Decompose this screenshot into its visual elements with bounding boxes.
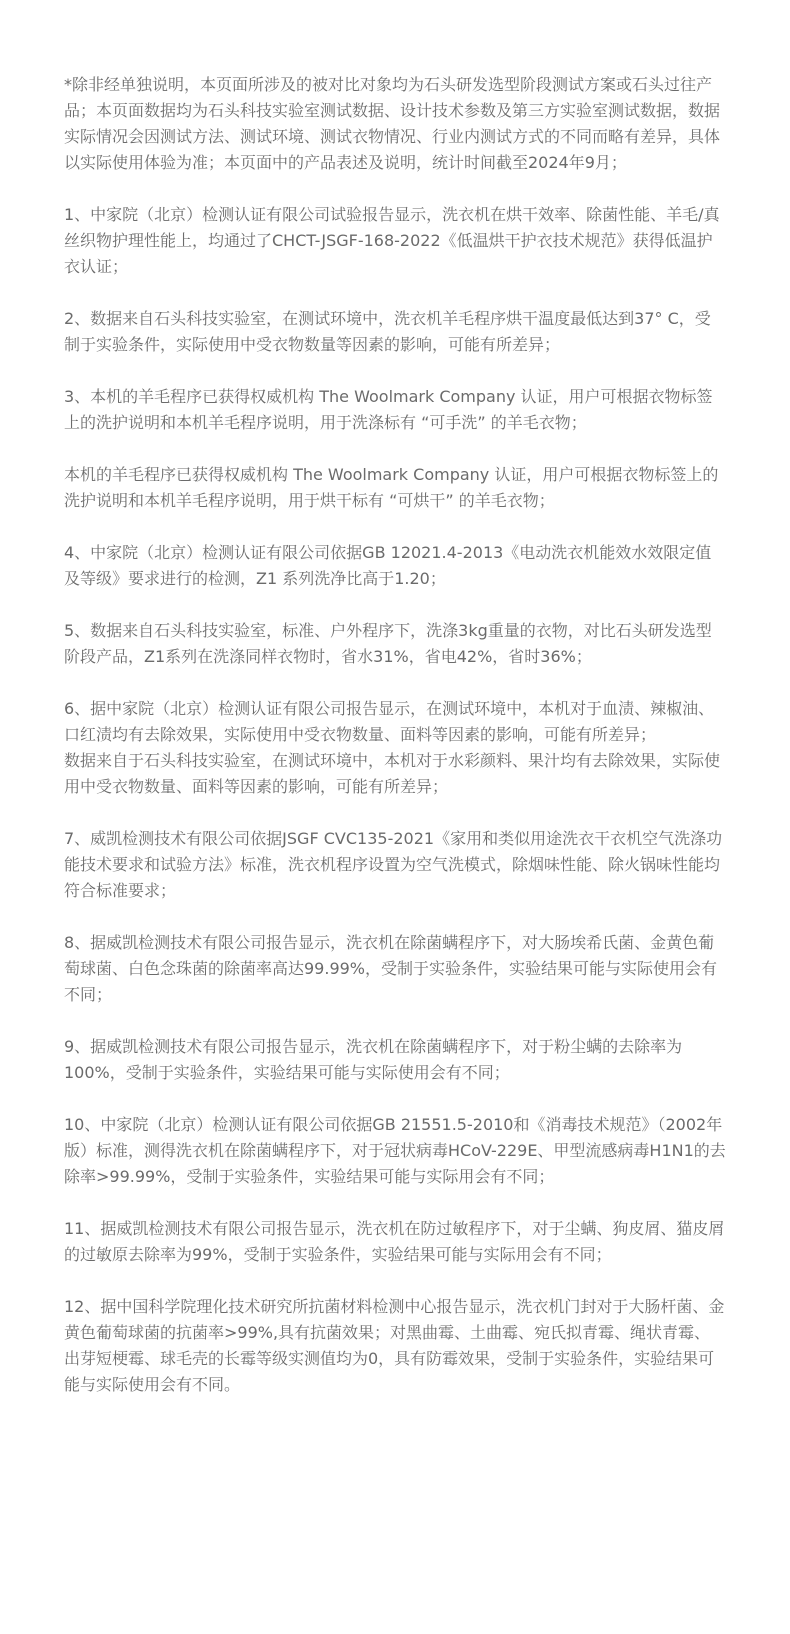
disclaimer-notes: [64, 72, 726, 1424]
note-1: 1、中家院（北京）检测认证有限公司试验报告显示，洗衣机在烘干效率、除菌性能、羊毛/真丝织物护理性能上，均通过了CHCT-JSGF-168-2022《低温烘干护衣技术规范》获得低温护衣认证；: [64, 205, 720, 276]
note-6a: 6、据中家院（北京）检测认证有限公司报告显示，在测试环境中，本机对于血渍、辣椒油、口红渍均有去除效果，实际使用中受衣物数量、面料等因素的影响，可能有所差异；: [64, 699, 715, 744]
note-4: 4、中家院（北京）检测认证有限公司依据GB 12021.4-2013《电动洗衣机能效水效限定值及等级》要求进行的检测，Z1 系列洗净比高于1.20；: [64, 543, 712, 588]
note-11: 11、据威凯检测技术有限公司报告显示，洗衣机在防过敏程序下，对于尘螨、狗皮屑、猫皮屑的过敏原去除率为99%，受制于实验条件，实验结果可能与实际用会有不同；: [64, 1219, 725, 1264]
note-3b: 本机的羊毛程序已获得权威机构 The Woolmark Company 认证，用户可根据衣物标签上的洗护说明和本机羊毛程序说明，用于烘干标有 “可烘干” 的羊毛衣物；: [64, 465, 719, 510]
note-6b: 数据来自于石头科技实验室，在测试环境中，本机对于水彩颜料、果汁均有去除效果，实际使用中受衣物数量、面料等因素的影响，可能有所差异；: [64, 751, 721, 796]
note-2: 2、数据来自石头科技实验室，在测试环境中，洗衣机羊毛程序烘干温度最低达到37° C，受制于实验条件，实际使用中受衣物数量等因素的影响，可能有所差异；: [64, 309, 711, 354]
note-3a: 3、本机的羊毛程序已获得权威机构 The Woolmark Company 认证，用户可根据衣物标签上的洗护说明和本机羊毛程序说明，用于洗涤标有 “可手洗” 的羊毛衣物；: [64, 387, 713, 432]
note-10: 10、中家院（北京）检测认证有限公司依据GB 21551.5-2010和《消毒技术规范》（2002年版）标准，测得洗衣机在除菌螨程序下，对于冠状病毒HCoV-229E、甲型流感病毒H1N1的去除率>99.99%，受制于实验条件，实验结果可能与实际用会有不同；: [64, 1115, 726, 1186]
note-9: 9、据威凯检测技术有限公司报告显示，洗衣机在除菌螨程序下，对于粉尘螨的去除率为100%，受制于实验条件，实验结果可能与实际使用会有不同；: [64, 1037, 683, 1082]
note-12: 12、据中国科学院理化技术研究所抗菌材料检测中心报告显示，洗衣机门封对于大肠杆菌、金黄色葡萄球菌的抗菌率>99%,具有抗菌效果；对黑曲霉、土曲霉、宛氏拟青霉、绳状青霉、出芽短梗霉、球毛壳的长霉等级实测值均为0，具有防霉效果，受制于实验条件，实验结果可能与实际使用会有不同。: [64, 1297, 725, 1394]
note-7: 7、威凯检测技术有限公司依据JSGF CVC135-2021《家用和类似用途洗衣干衣机空气洗涤功能技术要求和试验方法》标准，洗衣机程序设置为空气洗模式，除烟味性能、除火锅味性能均符合标准要求；: [64, 829, 723, 900]
note-5: 5、数据来自石头科技实验室，标准、户外程序下，洗涤3kg重量的衣物，对比石头研发选型阶段产品，Z1系列在洗涤同样衣物时，省水31%，省电42%，省时36%；: [64, 621, 712, 666]
note-8: 8、据威凯检测技术有限公司报告显示，洗衣机在除菌螨程序下，对大肠埃希氏菌、金黄色葡萄球菌、白色念珠菌的除菌率高达99.99%，受制于实验条件，实验结果可能与实际使用会有不同；: [64, 933, 718, 1004]
intro-note: *除非经单独说明，本页面所涉及的被对比对象均为石头研发选型阶段测试方案或石头过往产品；本页面数据均为石头科技实验室测试数据、设计技术参数及第三方实验室测试数据，数据实际情况会因测试方法、测试环境、测试衣物情况、行业内测试方式的不同而略有差异，具体以实际使用体验为准；本页面中的产品表述及说明，统计时间截至2024年9月；: [64, 75, 721, 172]
